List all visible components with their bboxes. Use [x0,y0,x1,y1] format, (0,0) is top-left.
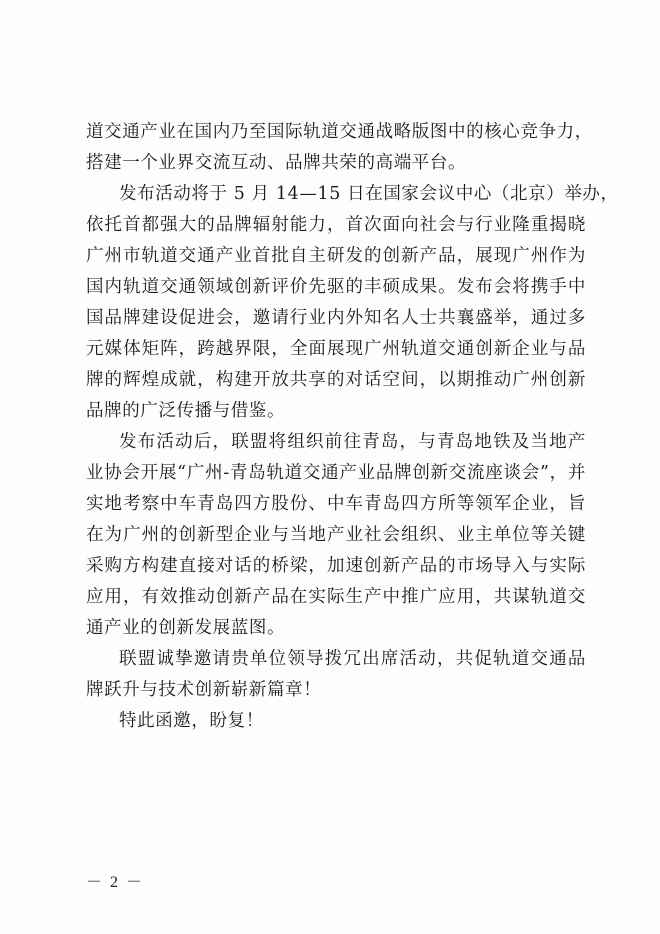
body-line: 广州市轨道交通产业首批自主研发的创新产品，展现广州作为 [86,246,586,266]
letter-body [86,117,619,737]
body-line: 特此函邀，盼复！ [119,711,264,731]
body-line: 牌跃升与技术创新崭新篇章！ [86,680,322,700]
body-line: 品牌的广泛传播与借鉴。 [86,401,286,421]
body-line: 牌的辉煌成就，构建开放共享的对话空间，以期推动广州创新 [86,370,586,390]
page-number: － 2 － [86,874,145,891]
body-line: 国品牌建设促进会，邀请行业内外知名人士共襄盛举，通过多 [86,308,586,328]
body-line: 搭建一个业界交流互动、品牌共荣的高端平台。 [86,153,467,173]
body-line: 业协会开展“广州-青岛轨道交通产业品牌创新交流座谈会”，并 [86,463,586,483]
body-line: 实地考察中车青岛四方股份、中车青岛四方所等领军企业，旨 [86,494,586,514]
body-line: 发布活动将于 5 月 14—15 日在国家会议中心（北京）举办， [119,184,619,204]
body-line: 应用，有效推动创新产品在实际生产中推广应用，共谋轨道交 [86,587,586,607]
body-line: 联盟诚挚邀请贵单位领导拨冗出席活动，共促轨道交通品 [119,649,586,669]
body-line: 在为广州的创新型企业与当地产业社会组织、业主单位等关键 [86,525,586,545]
body-line: 发布活动后，联盟将组织前往青岛，与青岛地铁及当地产 [119,432,586,452]
body-line: 通产业的创新发展蓝图。 [86,618,286,638]
body-line: 采购方构建直接对话的桥梁，加速创新产品的市场导入与实际 [86,556,586,576]
body-line: 道交通产业在国内乃至国际轨道交通战略版图中的核心竞争力， [86,122,593,142]
body-line: 国内轨道交通领域创新评价先驱的丰硕成果。发布会将携手中 [86,277,586,297]
body-line: 依托首都强大的品牌辐射能力，首次面向社会与行业隆重揭晓 [86,215,586,235]
body-line: 元媒体矩阵，跨越界限，全面展现广州轨道交通创新企业与品 [86,339,586,359]
